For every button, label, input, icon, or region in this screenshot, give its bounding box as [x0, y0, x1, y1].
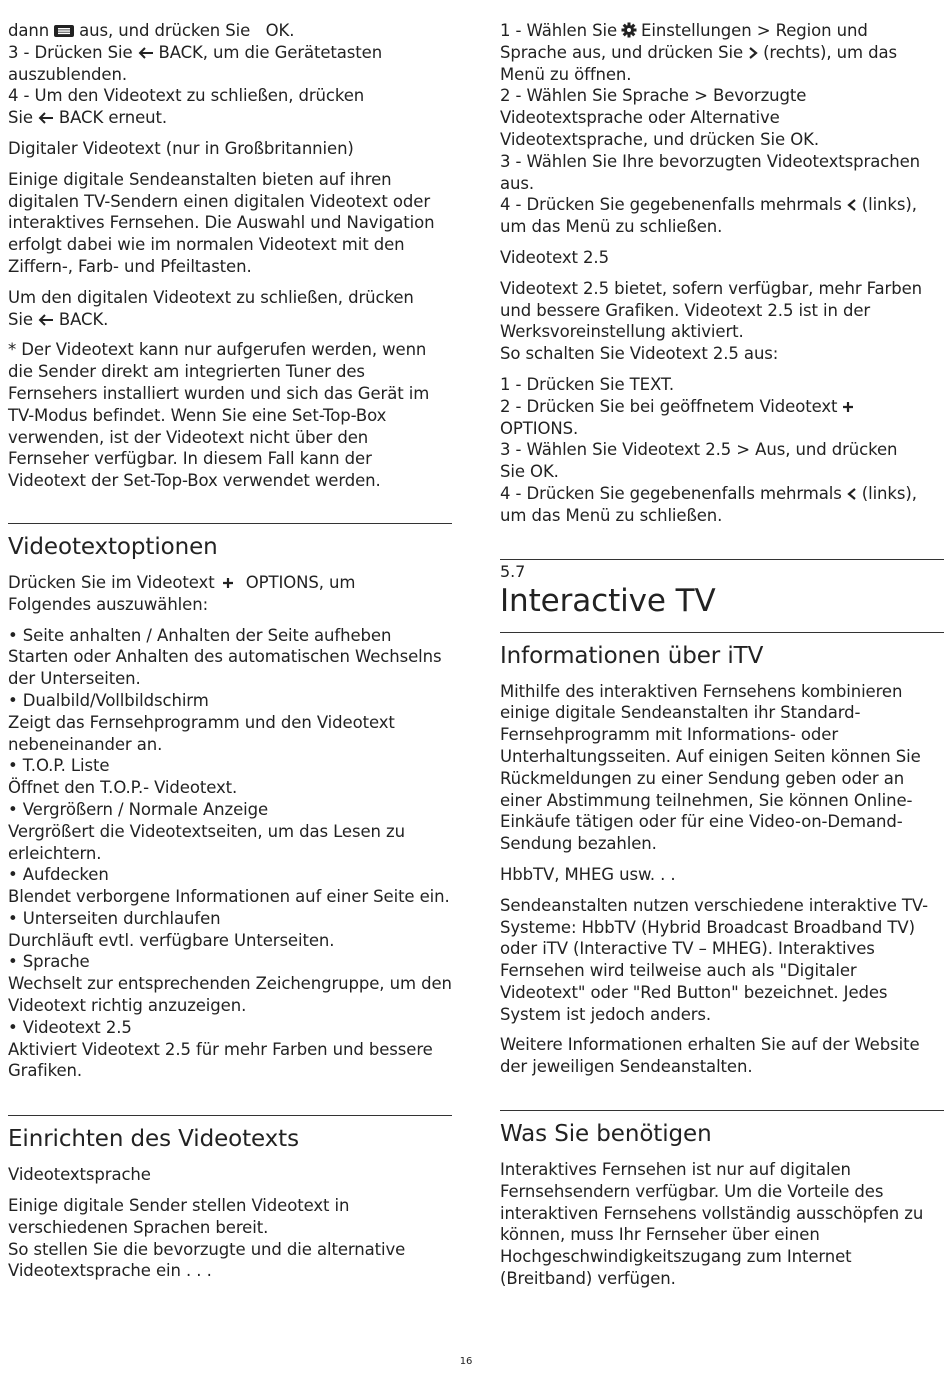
divider [8, 523, 452, 524]
hbbtv-text: Sendeanstalten nutzen verschiedene interaktive TV-Systeme: HbbTV (Hybrid Broadcast Broadband TV) oder iTV (Interactive TV – MHEG). Interaktives Fernsehen wird teilweise auch als "Digitaler Videotext" oder "Red Button" bezeichnet. Jedes System ist jedoch anders. [500, 895, 928, 1024]
options-intro: Drücken Sie im Videotext OPTIONS, um Folgendes auszuwählen: [8, 572, 356, 614]
more-info-text: Weitere Informationen erhalten Sie auf der Website der jeweiligen Sendeanstalten. [500, 1035, 920, 1077]
option-item: • Sprache Wechselt zur entsprechenden Zeichengruppe, um den Videotext richtig anzuzeigen. [8, 952, 452, 1016]
digital-teletext-text: Einige digitale Sendeanstalten bieten auf ihren digitalen TV-Sendern einen digitalen Videotext oder interaktives Fernsehen. Die Auswahl und Navigation erfolgt dabei wie im normalen Videotext mit den Ziffern-, Farb- und Pfeiltasten. [8, 169, 435, 276]
divider [500, 559, 944, 560]
language-steps: 1 - Wählen Sie Einstellungen > Region und Sprache aus, und drücken Sie (rechts), um das Menü zu öffnen. 2 - Wählen Sie Sprache > Bevorzugte Videotextsprache oder Alternative Videotextsprache, und drücken Sie OK. 3 - Wählen Sie Ihre bevorzugten Videotextsprachen aus. 4 - Drücken Sie gegebenenfalls mehrmals (links), um das Menü zu schließen. [500, 21, 920, 237]
step-line: Sie BACK erneut. [8, 108, 168, 128]
step-line: auszublenden. [8, 64, 127, 84]
options-list [8, 625, 452, 1083]
option-item: • Aufdecken Blendet verborgene Informationen auf einer Seite ein. [8, 865, 450, 907]
section-heading-requirements: Was Sie benötigen [500, 1121, 712, 1148]
option-item: • Videotext 2.5 Aktiviert Videotext 2.5 für mehr Farben und bessere Grafiken. [8, 1017, 433, 1081]
divider [500, 1110, 944, 1111]
step-line: dann aus, und drücken Sie OK. [8, 21, 295, 40]
step-line: 4 - Um den Videotext zu schließen, drücken [8, 86, 365, 106]
back-arrow-icon [137, 46, 155, 60]
page-number: 16 [459, 1356, 473, 1367]
itv-info-text: Mithilfe des interaktiven Fernsehens kombinieren einige digitale Sendeanstalten ihr Standard-Fernsehprogramm mit Informations- oder Unterhaltungsseiten. Auf einigen Seiten können Sie Rückmeldungen zu einer Sendung geben oder an einer Abstimmung teilnehmen, Sie können Online-Einkäufe tätigen oder für eine Video-on-Demand-Sendung bezahlen. [500, 681, 921, 854]
teletext25-steps: 1 - Drücken Sie TEXT. 2 - Drücken Sie bei geöffnetem Videotext OPTIONS. 3 - Wählen Sie Videotext 2.5 > Aus, und drücken Sie OK. 4 - Drücken Sie gegebenenfalls mehrmals (links), um das Menü zu schließen. [500, 374, 917, 525]
divider [8, 1115, 452, 1116]
requirements-text: Interaktives Fernsehen ist nur auf digitalen Fernsehsendern verfügbar. Um die Vorteile des interaktiven Fernsehens vollständig ausschöpfen zu können, muss Ihr Fernseher über einen Hochgeschwindigkeitszugang zum Internet (Breitband) verfügen. [500, 1160, 924, 1289]
divider [500, 632, 944, 633]
option-item: • T.O.P. Liste Öffnet den T.O.P.- Videotext. [8, 756, 238, 798]
section-title: Interactive TV [500, 582, 716, 619]
option-item: • Vergrößern / Normale Anzeige Vergrößert die Videotextseiten, um das Lesen zu erleichtern. [8, 799, 405, 863]
digital-teletext-heading: Digitaler Videotext (nur in Großbritannien) [8, 138, 354, 158]
teletext25-heading: Videotext 2.5 [500, 247, 609, 267]
list-icon [53, 24, 75, 38]
left-column [8, 20, 452, 1291]
right-column [500, 20, 944, 1299]
step-line: 3 - Drücken Sie BACK, um die Gerätetasten [8, 42, 383, 62]
chevron-right-icon [747, 46, 759, 60]
section-heading-setup: Einrichten des Videotexts [8, 1126, 299, 1153]
option-item: • Dualbild/Vollbildschirm Zeigt das Fernsehprogramm und den Videotext nebeneinander an. [8, 690, 395, 754]
section-number: 5.7 [500, 561, 526, 581]
back-arrow-icon [37, 111, 55, 125]
teletext25-text: Videotext 2.5 bietet, sofern verfügbar, mehr Farben und bessere Grafiken. Videotext 2.5 ist in der Werksvoreinstellung aktiviert. So schalten Sie Videotext 2.5 aus: [500, 278, 923, 364]
teletext-steps [8, 20, 452, 129]
teletext-language-heading: Videotextsprache [8, 1165, 151, 1185]
plus-icon [219, 576, 237, 590]
option-item: • Unterseiten durchlaufen Durchläuft evtl. verfügbare Unterseiten. [8, 908, 335, 950]
option-item: • Seite anhalten / Anhalten der Seite aufheben Starten oder Anhalten des automatischen Wechselns der Unterseiten. [8, 625, 442, 689]
close-instruction: Um den digitalen Videotext zu schließen, drücken Sie BACK. [8, 287, 414, 329]
chevron-left-icon [846, 487, 858, 501]
teletext-language-text: Einige digitale Sender stellen Videotext in verschiedenen Sprachen bereit. So stellen Sie die bevorzugte und die alternative Videotextsprache ein . . . [8, 1196, 406, 1281]
footnote: * Der Videotext kann nur aufgerufen werden, wenn die Sender direkt am integrierten Tuner des Fernsehers installiert wurden und sich das Gerät im TV-Modus befindet. Wenn Sie eine Set-Top-Box verwenden, ist der Videotext nicht über den Fernseher verfügbar. In diesem Fall kann der Videotext der Set-Top-Box verwendet werden. [8, 340, 430, 491]
chevron-left-icon [846, 198, 858, 212]
plus-icon [841, 400, 855, 414]
back-arrow-icon [37, 313, 55, 327]
section-heading-info: Informationen über iTV [500, 642, 764, 669]
gear-icon [621, 22, 637, 38]
hbbtv-heading: HbbTV, MHEG usw. . . [500, 864, 676, 884]
section-heading-options: Videotextoptionen [8, 533, 218, 560]
